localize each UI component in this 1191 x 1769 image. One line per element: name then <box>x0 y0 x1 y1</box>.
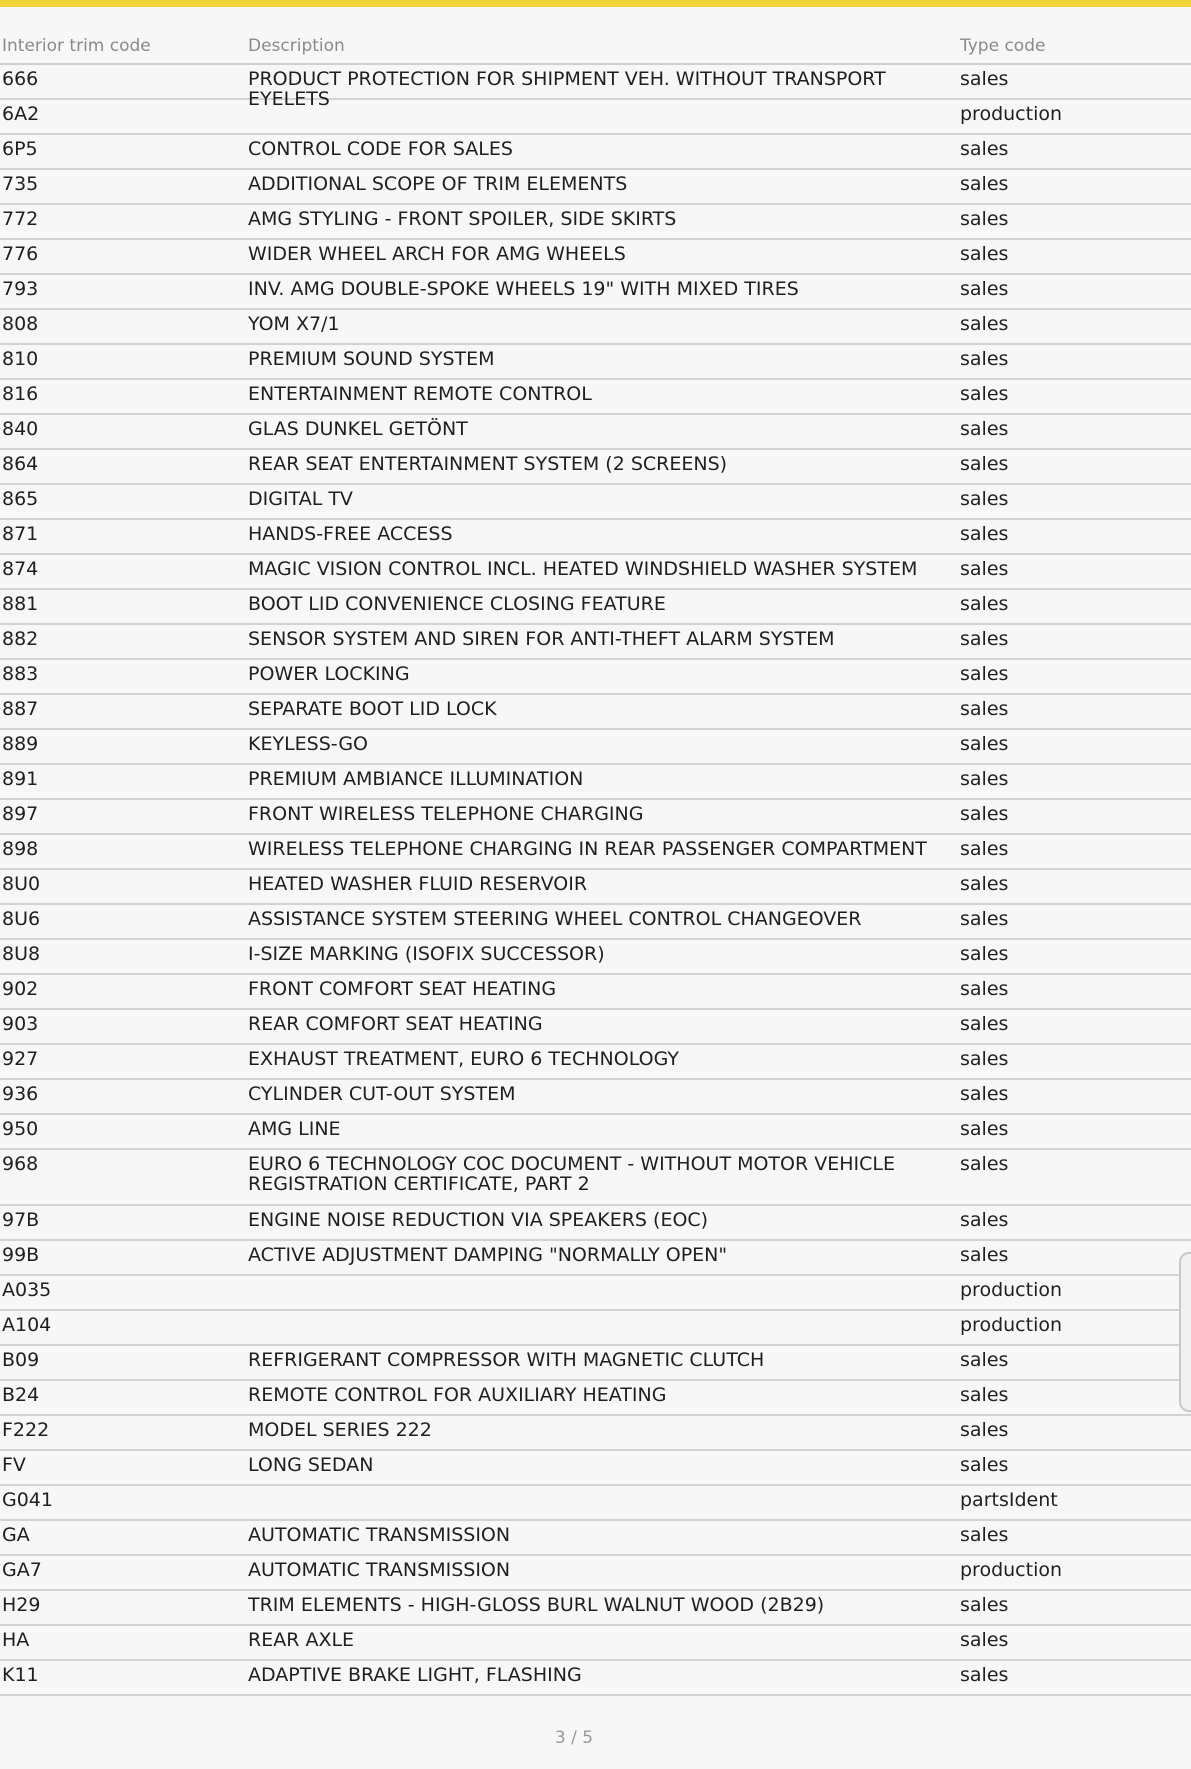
row-description: AMG LINE <box>248 1118 341 1140</box>
row-code: 927 <box>2 1048 39 1070</box>
page-indicator: 3 / 5 <box>554 1728 594 1748</box>
accent-bar <box>0 0 1191 7</box>
row-description: ENTERTAINMENT REMOTE CONTROL <box>248 383 592 405</box>
row-type: production <box>960 1314 1063 1336</box>
row-code: G041 <box>2 1489 53 1511</box>
table-row <box>0 135 1191 170</box>
table-row <box>0 1080 1191 1115</box>
table-row <box>0 485 1191 520</box>
row-type: sales <box>960 138 1009 160</box>
row-type: production <box>960 103 1063 125</box>
table-row <box>0 975 1191 1010</box>
table-row <box>0 1150 1191 1206</box>
row-type: sales <box>960 173 1009 195</box>
table-row <box>0 345 1191 380</box>
row-type: sales <box>960 978 1009 1000</box>
row-type: sales <box>960 663 1009 685</box>
row-description: ACTIVE ADJUSTMENT DAMPING "NORMALLY OPEN" <box>248 1244 728 1266</box>
row-type: sales <box>960 383 1009 405</box>
row-code: 8U0 <box>2 873 41 895</box>
row-type: sales <box>960 1153 1009 1175</box>
row-code: 936 <box>2 1083 39 1105</box>
row-type: sales <box>960 1594 1009 1616</box>
table-row <box>0 730 1191 765</box>
row-description: REFRIGERANT COMPRESSOR WITH MAGNETIC CLUTCH <box>248 1349 765 1371</box>
table-row <box>0 1206 1191 1241</box>
row-code: 808 <box>2 313 39 335</box>
row-type: sales <box>960 908 1009 930</box>
row-type: sales <box>960 1419 1009 1441</box>
row-description: FRONT COMFORT SEAT HEATING <box>248 978 557 1000</box>
table-row <box>0 415 1191 450</box>
row-code: B09 <box>2 1349 40 1371</box>
row-type: sales <box>960 1048 1009 1070</box>
row-description: WIDER WHEEL ARCH FOR AMG WHEELS <box>248 243 626 265</box>
row-type: sales <box>960 1013 1009 1035</box>
row-description: INV. AMG DOUBLE-SPOKE WHEELS 19" WITH MIXED TIRES <box>248 278 799 300</box>
row-type: sales <box>960 1524 1009 1546</box>
row-code: 887 <box>2 698 39 720</box>
table-row <box>0 1661 1191 1696</box>
table-row <box>0 310 1191 345</box>
row-type: production <box>960 1279 1063 1301</box>
row-code: 6A2 <box>2 103 40 125</box>
row-description: DIGITAL TV <box>248 488 353 510</box>
table-row <box>0 1451 1191 1486</box>
table-row <box>0 660 1191 695</box>
row-type: partsIdent <box>960 1489 1058 1511</box>
row-code: GA7 <box>2 1559 42 1581</box>
table-row <box>0 765 1191 800</box>
table-row <box>0 1311 1191 1346</box>
row-type: sales <box>960 313 1009 335</box>
row-code: 891 <box>2 768 39 790</box>
row-type: sales <box>960 1118 1009 1140</box>
row-type: sales <box>960 1629 1009 1651</box>
row-code: 864 <box>2 453 39 475</box>
row-description: HANDS-FREE ACCESS <box>248 523 453 545</box>
table-header <box>0 28 1191 65</box>
row-code: HA <box>2 1629 30 1651</box>
row-type: sales <box>960 1384 1009 1406</box>
row-code: 97B <box>2 1209 40 1231</box>
row-description: ASSISTANCE SYSTEM STEERING WHEEL CONTROL CHANGEOVER <box>248 908 862 930</box>
row-code: FV <box>2 1454 26 1476</box>
row-type: sales <box>960 1454 1009 1476</box>
table-body <box>0 65 1191 1696</box>
table-row <box>0 380 1191 415</box>
row-description: ADAPTIVE BRAKE LIGHT, FLASHING <box>248 1664 582 1686</box>
row-type: sales <box>960 348 1009 370</box>
row-type: sales <box>960 243 1009 265</box>
row-code: 871 <box>2 523 39 545</box>
row-description: MAGIC VISION CONTROL INCL. HEATED WINDSHIELD WASHER SYSTEM <box>248 558 918 580</box>
row-code: H29 <box>2 1594 41 1616</box>
row-type: sales <box>960 698 1009 720</box>
row-type: sales <box>960 803 1009 825</box>
row-code: 889 <box>2 733 39 755</box>
row-type: sales <box>960 68 1009 90</box>
table-row <box>0 1381 1191 1416</box>
row-type: sales <box>960 418 1009 440</box>
row-description: BOOT LID CONVENIENCE CLOSING FEATURE <box>248 593 666 615</box>
table-row <box>0 1416 1191 1451</box>
row-description: TRIM ELEMENTS - HIGH-GLOSS BURL WALNUT WOOD (2B29) <box>248 1594 825 1616</box>
row-type: sales <box>960 1209 1009 1231</box>
row-code: 816 <box>2 383 39 405</box>
row-type: sales <box>960 1664 1009 1686</box>
row-code: 881 <box>2 593 39 615</box>
row-type: sales <box>960 1083 1009 1105</box>
row-code: 897 <box>2 803 39 825</box>
options-table <box>0 28 1191 1696</box>
table-row <box>0 275 1191 310</box>
table-row <box>0 1010 1191 1045</box>
table-row <box>0 835 1191 870</box>
row-description: AUTOMATIC TRANSMISSION <box>248 1524 511 1546</box>
table-row <box>0 1556 1191 1591</box>
row-description: REMOTE CONTROL FOR AUXILIARY HEATING <box>248 1384 667 1406</box>
table-row <box>0 240 1191 275</box>
table-row <box>0 905 1191 940</box>
header-description: Description <box>248 35 345 56</box>
row-code: 735 <box>2 173 39 195</box>
row-code: 865 <box>2 488 39 510</box>
row-description: EURO 6 TECHNOLOGY COC DOCUMENT - WITHOUT MOTOR VEHICLE REGISTRATION CERTIFICATE, PART 2 <box>248 1153 895 1195</box>
row-code: 793 <box>2 278 39 300</box>
table-row <box>0 520 1191 555</box>
row-type: sales <box>960 733 1009 755</box>
table-row <box>0 1521 1191 1556</box>
row-code: 874 <box>2 558 39 580</box>
row-type: sales <box>960 1244 1009 1266</box>
row-type: sales <box>960 523 1009 545</box>
row-code: 903 <box>2 1013 39 1035</box>
row-description: MODEL SERIES 222 <box>248 1419 432 1441</box>
row-description: AUTOMATIC TRANSMISSION <box>248 1559 511 1581</box>
row-code: 8U8 <box>2 943 41 965</box>
row-description: SENSOR SYSTEM AND SIREN FOR ANTI-THEFT ALARM SYSTEM <box>248 628 835 650</box>
table-row <box>0 450 1191 485</box>
row-code: GA <box>2 1524 30 1546</box>
row-description: ENGINE NOISE REDUCTION VIA SPEAKERS (EOC) <box>248 1209 709 1231</box>
row-description: REAR AXLE <box>248 1629 355 1651</box>
row-type: sales <box>960 838 1009 860</box>
row-code: 666 <box>2 68 39 90</box>
row-type: sales <box>960 208 1009 230</box>
row-description: I-SIZE MARKING (ISOFIX SUCCESSOR) <box>248 943 605 965</box>
row-description: CONTROL CODE FOR SALES <box>248 138 513 160</box>
table-row <box>0 65 1191 110</box>
header-type: Type code <box>960 35 1046 56</box>
row-description: PRODUCT PROTECTION FOR SHIPMENT VEH. WITHOUT TRANSPORT EYELETS <box>248 68 886 110</box>
row-description: LONG SEDAN <box>248 1454 374 1476</box>
row-description: PREMIUM AMBIANCE ILLUMINATION <box>248 768 584 790</box>
table-row <box>0 555 1191 590</box>
row-description: CYLINDER CUT-OUT SYSTEM <box>248 1083 516 1105</box>
row-code: 882 <box>2 628 39 650</box>
table-row <box>0 1045 1191 1080</box>
row-description: REAR SEAT ENTERTAINMENT SYSTEM (2 SCREENS) <box>248 453 728 475</box>
row-code: 950 <box>2 1118 39 1140</box>
row-description: FRONT WIRELESS TELEPHONE CHARGING <box>248 803 644 825</box>
row-code: 8U6 <box>2 908 41 930</box>
row-description: YOM X7/1 <box>248 313 340 335</box>
row-description: PREMIUM SOUND SYSTEM <box>248 348 495 370</box>
table-row <box>0 1626 1191 1661</box>
row-description: REAR COMFORT SEAT HEATING <box>248 1013 543 1035</box>
table-row <box>0 625 1191 660</box>
row-code: 898 <box>2 838 39 860</box>
row-description: KEYLESS-GO <box>248 733 369 755</box>
row-description: GLAS DUNKEL GETÖNT <box>248 418 468 440</box>
row-type: sales <box>960 628 1009 650</box>
table-row <box>0 695 1191 730</box>
table-row <box>0 870 1191 905</box>
table-row <box>0 800 1191 835</box>
row-description: POWER LOCKING <box>248 663 410 685</box>
row-code: 840 <box>2 418 39 440</box>
row-code: 99B <box>2 1244 40 1266</box>
row-description: AMG STYLING - FRONT SPOILER, SIDE SKIRTS <box>248 208 677 230</box>
table-row <box>0 1115 1191 1150</box>
header-code: Interior trim code <box>2 35 151 56</box>
row-description: SEPARATE BOOT LID LOCK <box>248 698 497 720</box>
row-description: EXHAUST TREATMENT, EURO 6 TECHNOLOGY <box>248 1048 679 1070</box>
table-row <box>0 590 1191 625</box>
table-row <box>0 1241 1191 1276</box>
row-type: sales <box>960 593 1009 615</box>
row-type: sales <box>960 943 1009 965</box>
row-code: 968 <box>2 1153 39 1175</box>
row-code: F222 <box>2 1419 50 1441</box>
row-description: WIRELESS TELEPHONE CHARGING IN REAR PASSENGER COMPARTMENT <box>248 838 927 860</box>
table-row <box>0 1346 1191 1381</box>
table-row <box>0 205 1191 240</box>
row-code: 6P5 <box>2 138 38 160</box>
row-code: 810 <box>2 348 39 370</box>
row-code: 902 <box>2 978 39 1000</box>
row-type: sales <box>960 558 1009 580</box>
row-code: B24 <box>2 1384 40 1406</box>
table-row <box>0 940 1191 975</box>
row-type: sales <box>960 1349 1009 1371</box>
table-row <box>0 1486 1191 1521</box>
row-type: sales <box>960 768 1009 790</box>
row-type: sales <box>960 453 1009 475</box>
row-code: K11 <box>2 1664 39 1686</box>
row-code: 883 <box>2 663 39 685</box>
row-code: A104 <box>2 1314 52 1336</box>
row-type: production <box>960 1559 1063 1581</box>
table-row <box>0 1276 1191 1311</box>
row-code: 776 <box>2 243 39 265</box>
row-code: A035 <box>2 1279 52 1301</box>
table-row <box>0 170 1191 205</box>
row-type: sales <box>960 278 1009 300</box>
row-description: ADDITIONAL SCOPE OF TRIM ELEMENTS <box>248 173 628 195</box>
row-type: sales <box>960 488 1009 510</box>
row-code: 772 <box>2 208 39 230</box>
scroll-handle[interactable] <box>1179 1252 1191 1412</box>
row-type: sales <box>960 873 1009 895</box>
row-description: HEATED WASHER FLUID RESERVOIR <box>248 873 588 895</box>
table-row <box>0 1591 1191 1626</box>
